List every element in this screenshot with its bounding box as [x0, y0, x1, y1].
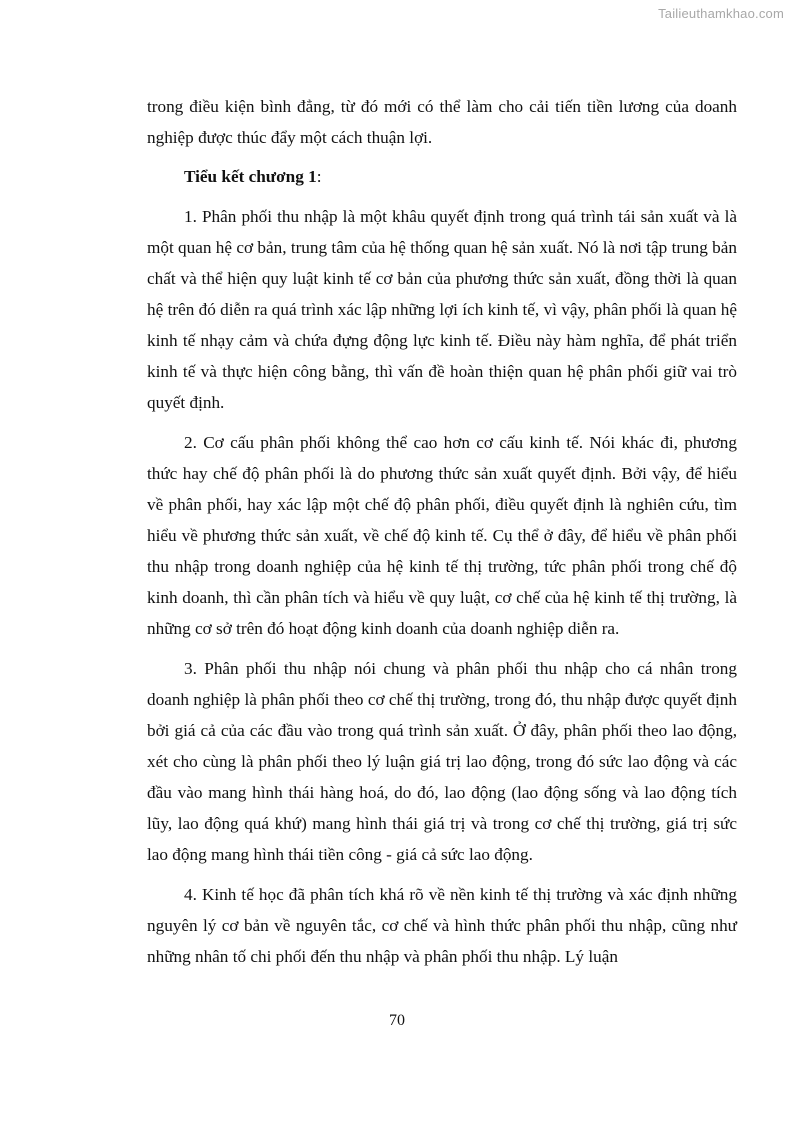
paragraph-2: 2. Cơ cấu phân phối không thể cao hơn cơ cấu kinh tế. Nói khác đi, phương thức hay chế độ phân phối là do phương thức sản xuất quyết định. Bởi vậy, để hiểu về phân phối, hay xác lập một chế độ phân phối, điều quyết định là nghiên cứu, tìm hiểu về phương thức sản xuất, về chế độ kinh tế. Cụ thể ở đây, để hiểu về phân phối thu nhập trong doanh nghiệp của hệ kinh tế thị trường, tức phân phối trong chế độ kinh doanh, thì cần phân tích và hiểu về quy luật, cơ chế của hệ kinh tế thị trường, là những cơ sở trên đó hoạt động kinh doanh của doanh nghiệp diễn ra. [147, 433, 737, 638]
watermark: Tailieuthamkhao.com [658, 6, 784, 21]
intro-paragraph: trong điều kiện bình đẳng, từ đó mới có thể làm cho cải tiến tiền lương của doanh nghiệp được thúc đẩy một cách thuận lợi. [147, 97, 737, 147]
section-heading-colon: : [316, 167, 322, 186]
section-heading [147, 161, 737, 192]
paragraph-3: 3. Phân phối thu nhập nói chung và phân phối thu nhập cho cá nhân trong doanh nghiệp là phân phối theo cơ chế thị trường, trong đó, thu nhập được quyết định bởi giá cả của các đầu vào trong quá trình sản xuất. Ở đây, phân phối theo lao động, xét cho cùng là phân phối theo lý luận giá trị lao động, trong đó sức lao động và các đầu vào mang hình thái hàng hoá, do đó, lao động (lao động sống và lao động tích lũy, lao động quá khứ) mang hình thái giá trị và trong cơ chế thị trường, giá trị sức lao động mang hình thái tiền công - giá cả sức lao động. [147, 659, 737, 864]
section-heading-text: Tiểu kết chương 1 [184, 167, 317, 186]
paragraph-1: 1. Phân phối thu nhập là một khâu quyết định trong quá trình tái sản xuất và là một quan hệ cơ bản, trung tâm của hệ thống quan hệ sản xuất. Nó là nơi tập trung bản chất và thể hiện quy luật kinh tế cơ bản của phương thức sản xuất, đồng thời là quan hệ trên đó diễn ra quá trình xác lập những lợi ích kinh tế, vì vậy, phân phối là quan hệ kinh tế nhạy cảm và chứa đựng động lực kinh tế. Điều này hàm nghĩa, để phát triển kinh tế và thực hiện công bằng, thì vấn đề hoàn thiện quan hệ phân phối giữ vai trò quyết định. [147, 207, 737, 412]
page-number: 70 [389, 1012, 405, 1029]
paragraph-4: 4. Kinh tế học đã phân tích khá rõ về nền kinh tế thị trường và xác định những nguyên lý cơ bản về nguyên tắc, cơ chế và hình thức phân phối thu nhập, cũng như những nhân tố chi phối đến thu nhập và phân phối thu nhập. Lý luận [147, 885, 737, 966]
page-body [147, 91, 737, 972]
